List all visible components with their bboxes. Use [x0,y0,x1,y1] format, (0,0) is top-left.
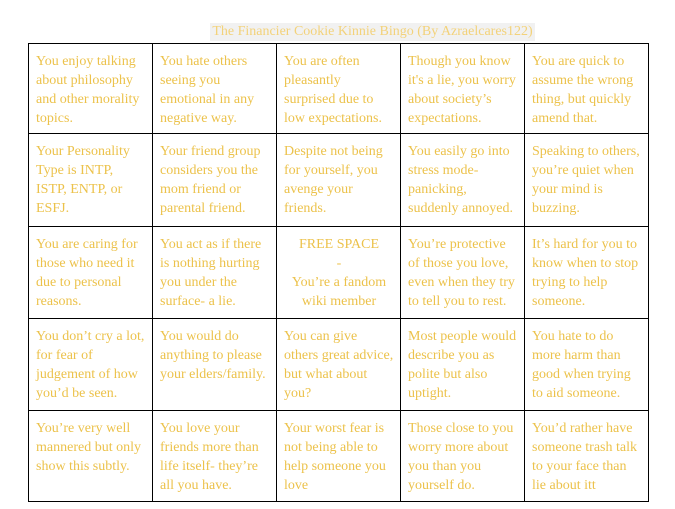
bingo-cell-r5-c1[interactable]: You’re very well mannered but only show this subtly. [29,411,153,502]
bingo-cell-r4-c3[interactable]: You can give others great advice, but what about you? [277,319,401,411]
bingo-cell-r1-c2[interactable]: You hate others seeing you emotional in any negative way. [153,44,277,134]
bingo-row-1 [29,44,649,134]
free-space-separator: - [336,256,342,271]
bingo-title: The Financier Cookie Kinnie Bingo (By Azraelcares122) [212,24,533,39]
bingo-row-4 [29,319,649,411]
bingo-cell-r4-c4[interactable]: Most people would describe you as polite but also uptight. [401,319,525,411]
bingo-cell-r4-c5[interactable]: You hate to do more harm than good when trying to aid someone. [525,319,649,411]
title-container [0,22,675,42]
bingo-cell-r5-c4[interactable]: Those close to you worry more about you than you yourself do. [401,411,525,502]
bingo-cell-r3-c4[interactable]: You’re protective of those you love, even when they try to tell you to rest. [401,227,525,319]
bingo-cell-r2-c1[interactable]: Your Personality Type is INTP, ISTP, ENTP, or ESFJ. [29,134,153,227]
bingo-free-space-cell[interactable] [277,227,401,319]
bingo-cell-r5-c2[interactable]: You love your friends more than life itself- they’re all you have. [153,411,277,502]
bingo-grid [28,43,649,502]
bingo-cell-r1-c5[interactable]: You are quick to assume the wrong thing, but quickly amend that. [525,44,649,134]
bingo-cell-r1-c4[interactable]: Though you know it's a lie, you worry about society’s expectations. [401,44,525,134]
bingo-row-3 [29,227,649,319]
bingo-cell-r1-c3[interactable]: You are often pleasantly surprised due to low expectations. [277,44,401,134]
bingo-cell-r5-c5[interactable]: You’d rather have someone trash talk to your face than lie about itt [525,411,649,502]
free-space-label: FREE SPACE [298,237,379,252]
free-space-text: You’re a fandom wiki member [291,275,387,309]
bingo-cell-r3-c5[interactable]: It’s hard for you to know when to stop trying to help someone. [525,227,649,319]
bingo-cell-r3-c2[interactable]: You act as if there is nothing hurting you under the surface- a lie. [153,227,277,319]
bingo-cell-r5-c3[interactable]: Your worst fear is not being able to help someone you love [277,411,401,502]
bingo-cell-r4-c2[interactable]: You would do anything to please your elders/family. [153,319,277,411]
bingo-cell-r2-c2[interactable]: Your friend group considers you the mom friend or parental friend. [153,134,277,227]
bingo-cell-r3-c1[interactable]: You are caring for those who need it due to personal reasons. [29,227,153,319]
bingo-cell-r2-c3[interactable]: Despite not being for yourself, you avenge your friends. [277,134,401,227]
bingo-cell-r4-c1[interactable]: You don’t cry a lot, for fear of judgement of how you’d be seen. [29,319,153,411]
bingo-cell-r2-c4[interactable]: You easily go into stress mode- panicking, suddenly annoyed. [401,134,525,227]
bingo-row-5 [29,411,649,502]
bingo-cell-r1-c1[interactable]: You enjoy talking about philosophy and other morality topics. [29,44,153,134]
bingo-row-2 [29,134,649,227]
bingo-cell-r2-c5[interactable]: Speaking to others, you’re quiet when your mind is buzzing. [525,134,649,227]
